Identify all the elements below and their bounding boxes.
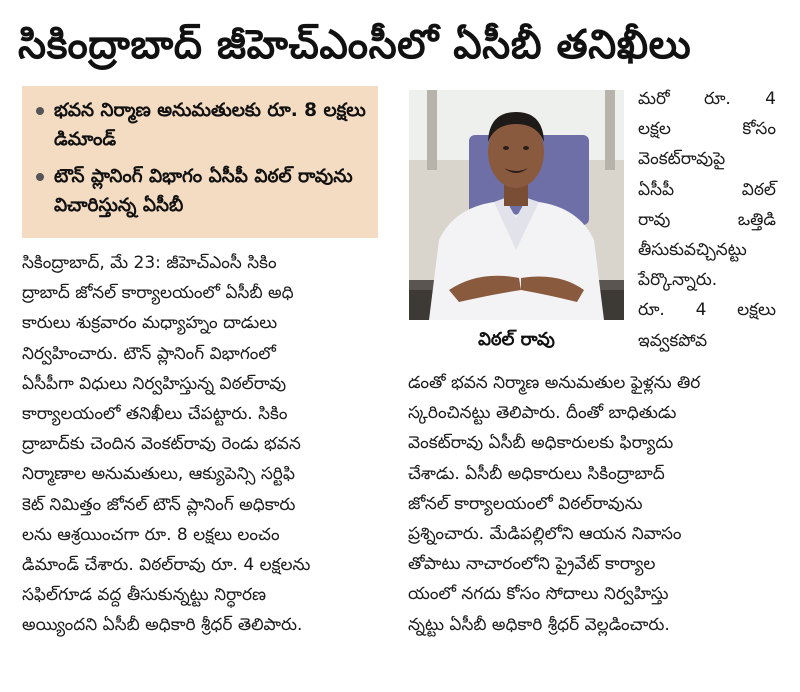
article-line: స్కరించినట్టు తెలిపారు. దీంతో బాధితుడు — [408, 403, 677, 424]
article-line — [638, 205, 776, 235]
word: రావు — [638, 209, 671, 230]
article-line: ప్రశ్నించారు. మేడిపల్లిలోని ఆయన నివాసం — [408, 524, 682, 545]
word: ఏసీపీ — [638, 179, 675, 200]
article-line — [638, 326, 776, 356]
article-line: ఏసీపీగా విధులు నిర్వహిస్తున్న విఠల్‌రావు — [22, 373, 287, 394]
summary-box — [22, 86, 378, 238]
word: విఠల్ — [741, 179, 776, 200]
summary-item — [34, 162, 368, 220]
article-line — [638, 175, 776, 205]
article-line — [638, 235, 776, 265]
word: రూ. — [703, 89, 731, 109]
photo-figure — [409, 90, 624, 362]
article-line — [638, 114, 776, 144]
word: 4 — [765, 89, 776, 109]
article-line: యంలో నగదు కోసం సోదాలు నిర్వహిస్తు — [408, 584, 669, 605]
article-line: ద్రాబాద్ జోనల్ కార్యాలయంలో ఏసీబీ అధి — [22, 283, 294, 304]
article-column-right-bottom — [408, 368, 778, 640]
article-line — [638, 265, 776, 295]
article-line — [638, 295, 776, 325]
word: పేర్కొన్నారు. — [638, 270, 718, 291]
headline: సికింద్రాబాద్ జీహెచ్ఎంసీలో ఏసీబీ తనిఖీలు — [18, 22, 692, 68]
word: 4 — [695, 300, 707, 321]
article-line — [638, 84, 776, 114]
word: తీసుకువచ్చినట్టు — [638, 240, 747, 261]
word: మరో — [638, 89, 670, 109]
bullet-icon — [36, 107, 44, 115]
portrait-image — [409, 90, 624, 320]
article-line: లను ఆశ్రయించగా రూ. 8 లక్షలు లంచం — [22, 524, 280, 545]
summary-text: టౌన్ ప్లానింగ్ విభాగం ఏసీపీ విఠల్ రావును విచారిస్తున్న ఏసీబీ — [54, 166, 353, 216]
summary-item — [34, 96, 368, 154]
article-line: కెట్ నిమిత్తం జోనల్ టౌన్ ప్లానింగ్ అధికారు — [22, 494, 296, 515]
article-column-left — [22, 248, 380, 641]
article-line: నిర్వహించారు. టౌన్ ప్లానింగ్ విభాగంలో — [22, 343, 276, 364]
article-line: జోనల్ కార్యాలయంలో విఠల్‌రావును — [408, 493, 643, 514]
word: రూ. — [638, 300, 665, 321]
article-line: న్నట్టు ఏసీబీ అధికారి శ్రీధర్ వెల్లడించారు. — [408, 614, 670, 635]
article-line: డంతో భవన నిర్మాణ అనుమతుల ఫైళ్లను తిర — [408, 373, 701, 393]
article-column-right-top — [638, 84, 776, 356]
article-line: కార్యాలయంలో తనిఖీలు చేపట్టారు. సికిం — [22, 404, 288, 425]
article-line: డిమాండ్ చేశారు. విఠల్‌రావు రూ. 4 లక్షలను — [22, 555, 311, 576]
article-line: తోపాటు నాచారంలోని ప్రైవేట్ కార్యాల — [408, 554, 656, 575]
word: ఇవ్వకపోవ — [638, 330, 708, 351]
article-line: సఫిల్‌గూడ వద్ద తీసుకున్నట్టు నిర్ధారణ — [22, 585, 267, 606]
word: వెంకట్‌రావుపై — [638, 149, 726, 170]
article-line: నిర్మాణాల అనుమతులు, ఆక్యుపెన్సి సర్టిఫి — [22, 464, 295, 485]
article-line — [638, 144, 776, 174]
word: లక్షల — [638, 119, 671, 140]
portrait-photo — [409, 90, 624, 320]
word: లక్షలు — [737, 300, 776, 321]
article-line: చేశాడు. ఏసీబీ అధికారులు సికింద్రాబాద్ — [408, 463, 665, 484]
article-line: ద్రాబాద్‌కు చెందిన వెంకట్‌రావు రెండు భవన — [22, 434, 301, 455]
summary-text: భవన నిర్మాణ అనుమతులకు రూ. 8 లక్షలు డిమాండ్ — [54, 100, 366, 150]
photo-caption: విఠల్ రావు — [478, 329, 555, 350]
bullet-icon — [36, 173, 44, 181]
article-line: వెంకట్‌రావు ఏసీబీ అధికారులకు ఫిర్యాదు — [408, 433, 674, 454]
article-line: కారులు శుక్రవారం మధ్యాహ్నం దాడులు — [22, 313, 278, 334]
article-line: అయ్యిందని ఏసీబీ అధికారి శ్రీధర్ తెలిపారు. — [22, 615, 303, 636]
word: కోసం — [742, 119, 776, 140]
word: ఒత్తిడి — [737, 209, 776, 230]
article-line: సికింద్రాబాద్, మే 23: జీహెచ్ఎంసీ సికిం — [22, 253, 277, 273]
